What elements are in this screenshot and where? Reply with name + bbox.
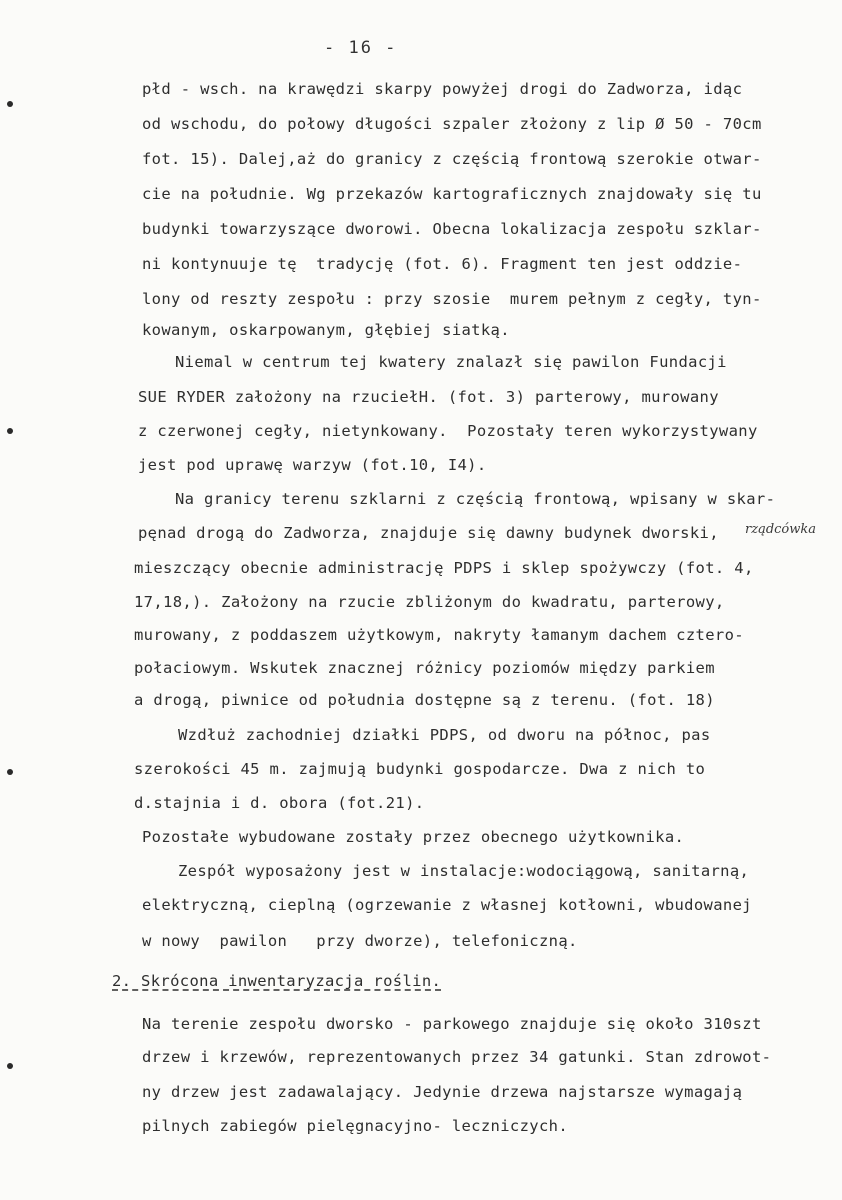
margin-dot (7, 1063, 13, 1069)
body-line: Wzdłuż zachodniej działki PDPS, od dworu na północ, pas (178, 726, 711, 744)
body-line: Pozostałe wybudowane zostały przez obecnego użytkownika. (142, 828, 685, 846)
section-line: pilnych zabiegów pielęgnacyjno- leczniczych. (142, 1117, 568, 1135)
handwritten-annotation: rządcówka (745, 522, 816, 537)
section-line: ny drzew jest zadawalający. Jedynie drzewa najstarsze wymagają (142, 1083, 743, 1101)
body-line: lony od reszty zespołu : przy szosie murem pełnym z cegły, tyn- (142, 290, 762, 308)
page-number: - 16 - (324, 38, 398, 58)
body-line: od wschodu, do połowy długości szpaler złożony z lip Ø 50 - 70cm (142, 115, 762, 133)
margin-dot (7, 428, 13, 434)
section-line: drzew i krzewów, reprezentowanych przez 34 gatunki. Stan zdrowot- (142, 1048, 772, 1066)
body-line: Niemal w centrum tej kwatery znalazł się pawilon Fundacji (175, 353, 727, 371)
body-line: mieszczący obecnie administrację PDPS i sklep spożywczy (fot. 4, (134, 559, 754, 577)
body-line: ni kontynuuje tę tradycję (fot. 6). Fragment ten jest oddzie- (142, 255, 743, 273)
body-line: cie na południe. Wg przekazów kartograficznych znajdowały się tu (142, 185, 762, 203)
body-line: d.stajnia i d. obora (fot.21). (134, 794, 425, 812)
body-line: 17,18,). Założony na rzucie zbliżonym do kwadratu, parterowy, (134, 593, 725, 611)
margin-dot (7, 101, 13, 107)
body-line: budynki towarzyszące dworowi. Obecna lokalizacja zespołu szklar- (142, 220, 762, 238)
body-line: pęnad drogą do Zadworza, znajduje się dawny budynek dworski, (138, 524, 719, 542)
body-line: fot. 15). Dalej,aż do granicy z częścią frontową szerokie otwar- (142, 150, 762, 168)
body-line: murowany, z poddaszem użytkowym, nakryty łamanym dachem cztero- (134, 626, 744, 644)
body-line: SUE RYDER założony na rzuciełH. (fot. 3) parterowy, murowany (138, 388, 719, 406)
body-line: szerokości 45 m. zajmują budynki gospodarcze. Dwa z nich to (134, 760, 706, 778)
body-line: w nowy pawilon przy dworze), telefoniczną. (142, 932, 578, 950)
body-line: jest pod uprawę warzyw (fot.10, I4). (138, 456, 487, 474)
section-heading: 2. Skrócona inwentaryzacja roślin. (112, 972, 442, 990)
body-line: Zespół wyposażony jest w instalacje:wodociągową, sanitarną, (178, 862, 750, 880)
margin-dot (7, 769, 13, 775)
body-line: połaciowym. Wskutek znacznej różnicy poziomów między parkiem (134, 659, 715, 677)
body-line: kowanym, oskarpowanym, głębiej siatką. (142, 321, 510, 339)
body-line: płd - wsch. na krawędzi skarpy powyżej drogi do Zadworza, idąc (142, 80, 743, 98)
body-line: elektryczną, cieplną (ogrzewanie z własnej kotłowni, wbudowanej (142, 896, 752, 914)
body-line: z czerwonej cegły, nietynkowany. Pozostały teren wykorzystywany (138, 422, 758, 440)
body-line: a drogą, piwnice od południa dostępne są z terenu. (fot. 18) (134, 691, 715, 709)
body-line: Na granicy terenu szklarni z częścią frontową, wpisany w skar- (175, 490, 776, 508)
section-line: Na terenie zespołu dworsko - parkowego znajduje się około 310szt (142, 1015, 762, 1033)
